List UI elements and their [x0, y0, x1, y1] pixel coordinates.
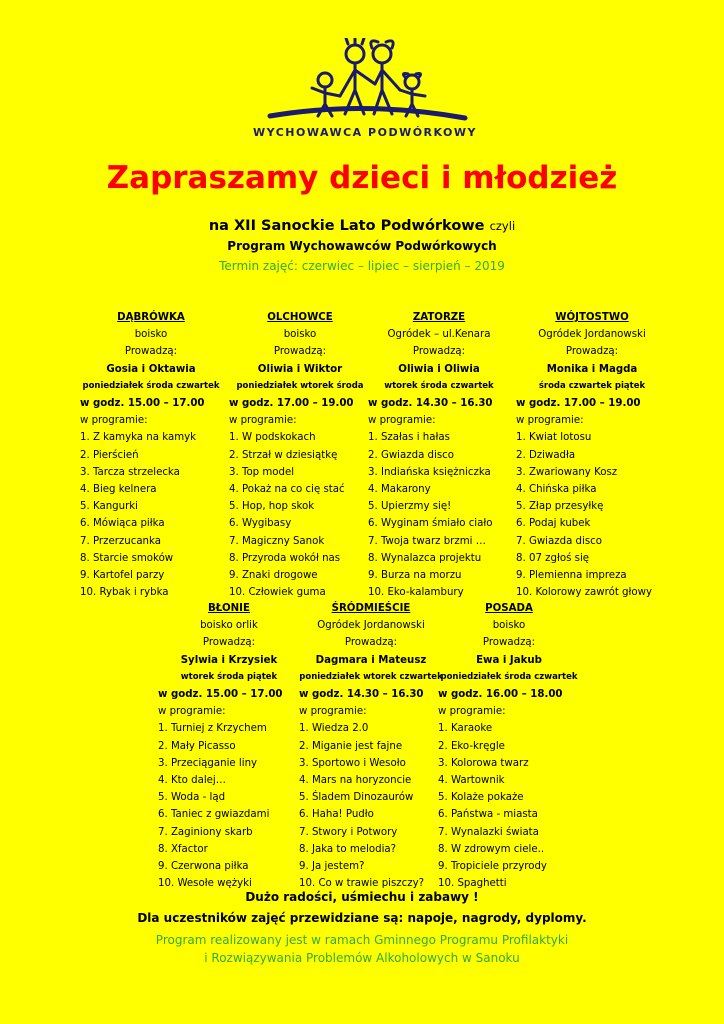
list-item: 2. Pierścień: [80, 449, 139, 461]
list-item: 7. Przerzucanka: [80, 535, 161, 547]
leaders: Sylwia i Krzysiek: [180, 654, 278, 666]
location-place: Ogródek Jordanowski: [317, 620, 425, 632]
days: środa czwartek piątek: [538, 380, 646, 391]
list-item: 1. Z kamyka na kamyk: [80, 432, 197, 444]
leaders: Monika i Magda: [546, 363, 638, 375]
list-item: 9. Ja jestem?: [299, 861, 365, 873]
list-item: 7. Stwory i Potwory: [299, 826, 398, 838]
led-by-label: Prowadzą:: [273, 346, 327, 358]
footer-line-4: i Rozwiązywania Problemów Alkoholowych w Sanoku: [204, 951, 520, 965]
leaders: Oliwia i Wiktor: [257, 363, 343, 375]
days: poniedziałek wtorek czwartek: [299, 671, 443, 682]
list-item: 4. Bieg kelnera: [80, 484, 157, 496]
list-item: 9. Czerwona piłka: [158, 861, 249, 873]
list-item: 9. Tropiciele przyrody: [438, 861, 547, 873]
led-by-label: Prowadzą:: [482, 637, 536, 649]
list-item: 3. Zwariowany Kosz: [516, 466, 618, 478]
list-item: 6. Państwa - miasta: [438, 809, 538, 821]
list-item: 5. Złap przesyłkę: [516, 501, 604, 513]
hours: w godz. 14.30 – 16.30: [368, 398, 493, 410]
list-item: 8. 07 zgłoś się: [516, 552, 590, 564]
list-item: 8. W zdrowym ciele..: [438, 843, 545, 855]
list-item: 6. Taniec z gwiazdami: [158, 809, 270, 821]
list-item: 1. Karaoke: [438, 723, 493, 735]
location-name: BŁONIE: [208, 603, 250, 614]
list-item: 7. Zaginiony skarb: [158, 826, 253, 838]
led-by-label: Prowadzą:: [124, 346, 178, 358]
location-name: ŚRÓDMIEŚCIE: [331, 603, 411, 614]
footer-line-3: Program realizowany jest w ramach Gminnego Programu Profilaktyki: [155, 933, 569, 947]
list-item: 10. Spaghetti: [438, 878, 507, 890]
list-item: 6. Wygibasy: [229, 518, 292, 530]
location-place: boisko: [283, 329, 317, 341]
activity-list: [225, 429, 375, 601]
logo: [250, 38, 480, 148]
location-olchowce: [225, 309, 375, 601]
program-label: w programie:: [368, 415, 436, 427]
program-label: w programie:: [158, 706, 226, 718]
hours: w godz. 17.00 – 19.00: [516, 398, 641, 410]
leaders: Ewa i Jakub: [476, 654, 542, 666]
location-place: boisko: [134, 329, 168, 341]
activity-list: [154, 720, 304, 892]
list-item: 2. Strzał w dziesiątkę: [229, 449, 338, 461]
list-item: 8. Przyroda wokół nas: [229, 552, 341, 564]
list-item: 10. Człowiek guma: [229, 587, 326, 599]
subtitle-suffix: czyli: [489, 219, 516, 233]
list-item: 2. Miganie jest fajne: [299, 740, 403, 752]
activity-list: [434, 720, 584, 892]
location-place: boisko orlik: [200, 620, 258, 632]
list-item: 8. Starcie smoków: [80, 552, 174, 564]
hours: w godz. 17.00 – 19.00: [229, 398, 354, 410]
program-label: w programie:: [80, 415, 148, 427]
location-place: boisko: [492, 620, 526, 632]
headline: Zapraszamy dzieci i młodzież: [106, 160, 618, 196]
list-item: 7. Gwiazda disco: [516, 535, 602, 547]
list-item: 3. Przeciąganie liny: [158, 757, 258, 769]
list-item: 10. Rybak i rybka: [80, 587, 169, 599]
location-zatorze: [364, 309, 514, 601]
days: poniedziałek środa czwartek: [440, 671, 578, 682]
list-item: 2. Gwiazda disco: [368, 449, 454, 461]
list-item: 1. Wiedza 2.0: [299, 723, 369, 735]
hours: w godz. 15.00 – 17.00: [158, 689, 283, 701]
subtitle-main: na XII Sanockie Lato Podwórkowe: [208, 218, 485, 234]
list-item: 9. Kartofel parzy: [80, 570, 165, 582]
list-item: 9. Plemienna impreza: [516, 570, 627, 582]
list-item: 4. Mars na horyzoncie: [299, 775, 412, 787]
location-name: DĄBRÓWKA: [117, 312, 185, 323]
term-dates: Termin zajęć: czerwiec – lipiec – sierpień – 2019: [219, 259, 505, 273]
footer-line-2: Dla uczestników zajęć przewidziane są: napoje, nagrody, dyplomy.: [137, 911, 587, 925]
list-item: 10. Wesołe wężyki: [158, 878, 252, 890]
list-item: 7. Magiczny Sanok: [229, 535, 325, 547]
list-item: 5. Upierzmy się!: [368, 501, 452, 513]
list-item: 4. Pokaż na co cię stać: [229, 484, 345, 496]
list-item: 5. Śladem Dinozaurów: [299, 792, 414, 804]
location-place: Ogródek – ul.Kenara: [387, 329, 491, 341]
list-item: 5. Kolaże pokaże: [438, 792, 524, 804]
location-posada: [434, 600, 584, 892]
hours: w godz. 14.30 – 16.30: [299, 689, 424, 701]
children-family-logo-icon: [250, 38, 480, 128]
program-title: Program Wychowawców Podwórkowych: [227, 239, 497, 253]
list-item: 5. Woda - ląd: [158, 792, 226, 804]
location-wojtostwo: [512, 309, 672, 601]
list-item: 1. Szałas i hałas: [368, 432, 450, 444]
list-item: 6. Podaj kubek: [516, 518, 591, 530]
list-item: 1. Kwiat lotosu: [516, 432, 592, 444]
days: wtorek środa czwartek: [384, 380, 494, 391]
days: poniedziałek środa czwartek: [82, 380, 220, 391]
location-name: WÓJTOSTWO: [555, 312, 629, 323]
program-label: w programie:: [438, 706, 506, 718]
led-by-label: Prowadzą:: [565, 346, 619, 358]
list-item: 4. Kto dalej…: [158, 775, 226, 787]
list-item: 8. Wynalazca projektu: [368, 552, 482, 564]
list-item: 1. W podskokach: [229, 432, 316, 444]
list-item: 6. Mówiąca piłka: [80, 518, 165, 530]
list-item: 7. Twoja twarz brzmi …: [368, 535, 486, 547]
list-item: 6. Wyginam śmiało ciało: [368, 518, 493, 530]
led-by-label: Prowadzą:: [202, 637, 256, 649]
list-item: 4. Makarony: [368, 484, 431, 496]
list-item: 4. Chińska piłka: [516, 484, 597, 496]
location-name: OLCHOWCE: [267, 312, 333, 323]
list-item: 3. Indiańska księżniczka: [368, 466, 491, 478]
led-by-label: Prowadzą:: [344, 637, 398, 649]
footer-line-1: Dużo radości, uśmiechu i zabawy !: [245, 890, 479, 904]
list-item: 10. Co w trawie piszczy?: [299, 878, 425, 890]
list-item: 5. Kangurki: [80, 501, 139, 513]
list-item: 7. Wynalazki świata: [438, 826, 539, 838]
list-item: 8. Jaka to melodia?: [299, 843, 397, 855]
location-name: ZATORZE: [412, 312, 466, 323]
list-item: 10. Eko-kalambury: [368, 587, 464, 599]
program-label: w programie:: [229, 415, 297, 427]
list-item: 2. Dziwadła: [516, 449, 576, 461]
leaders: Dagmara i Mateusz: [315, 654, 427, 666]
list-item: 5. Hop, hop skok: [229, 501, 315, 513]
activity-list: [76, 429, 226, 601]
list-item: 3. Top model: [229, 466, 295, 478]
leaders: Oliwia i Oliwia: [398, 363, 480, 375]
list-item: 1. Turniej z Krzychem: [158, 723, 267, 735]
location-place: Ogródek Jordanowski: [538, 329, 646, 341]
location-blonie: [154, 600, 304, 892]
program-label: w programie:: [299, 706, 367, 718]
subtitle: [0, 218, 724, 234]
list-item: 4. Wartownik: [438, 775, 505, 787]
activity-list: [364, 429, 514, 601]
activity-list: [295, 720, 447, 892]
list-item: 10. Kolorowy zawrót głowy: [516, 587, 653, 599]
list-item: 3. Tarcza strzelecka: [80, 466, 180, 478]
location-dabrowka: [76, 309, 226, 601]
activity-list: [512, 429, 672, 601]
location-srodmiescie: [295, 600, 447, 892]
list-item: 9. Burza na morzu: [368, 570, 462, 582]
list-item: 9. Znaki drogowe: [229, 570, 318, 582]
program-label: w programie:: [516, 415, 584, 427]
led-by-label: Prowadzą:: [412, 346, 466, 358]
list-item: 3. Kolorowa twarz: [438, 757, 529, 769]
list-item: 3. Sportowo i Wesoło: [299, 757, 406, 769]
logo-text: WYCHOWAWCA PODWÓRKOWY: [252, 126, 478, 139]
list-item: 8. Xfactor: [158, 843, 208, 855]
list-item: 2. Mały Picasso: [158, 740, 236, 752]
hours: w godz. 16.00 – 18.00: [438, 689, 563, 701]
days: poniedziałek wtorek środa: [236, 380, 364, 391]
list-item: 2. Eko-kręgle: [438, 740, 505, 752]
location-name: POSADA: [485, 603, 533, 614]
hours: w godz. 15.00 – 17.00: [80, 398, 205, 410]
list-item: 6. Haha! Pudło: [299, 809, 374, 821]
days: wtorek środa piątek: [180, 671, 278, 682]
leaders: Gosia i Oktawia: [106, 363, 196, 375]
